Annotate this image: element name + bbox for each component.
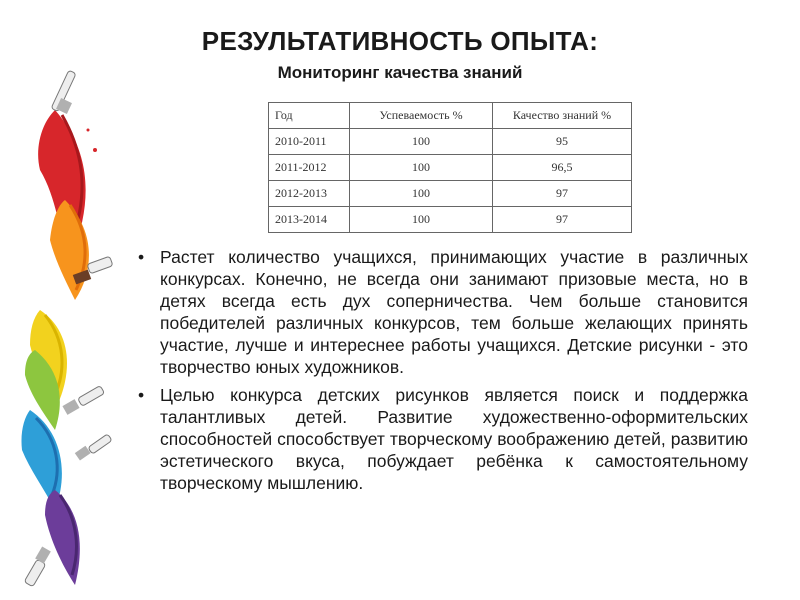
table-row bbox=[269, 207, 632, 233]
table-row bbox=[269, 129, 632, 155]
table-cell-quality: 95 bbox=[493, 129, 632, 155]
page-title: РЕЗУЛЬТАТИВНОСТЬ ОПЫТА: bbox=[201, 26, 599, 56]
list-item bbox=[138, 384, 748, 494]
paintbrush-4-icon bbox=[75, 434, 112, 461]
list-item bbox=[138, 246, 748, 378]
paragraph-text: Растет количество учащихся, принимающих участие в различных конкурсах. Конечно, не всегда они занимают призовые места, но в детях всегда есть дух соперничества. Чем больше становится победителей различных конкурсов, тем больше желающих принять участие, лучше и интереснее работы учащихся. Детские рисунки - это творчество юных художников. bbox=[160, 247, 748, 377]
bullet-list bbox=[138, 246, 748, 500]
table-cell-year: 2013-2014 bbox=[269, 207, 350, 233]
bullet-icon: • bbox=[138, 385, 145, 405]
results-table bbox=[268, 102, 632, 233]
table-header-row bbox=[269, 103, 632, 129]
table-row bbox=[269, 181, 632, 207]
table-cell-quality: 97 bbox=[493, 181, 632, 207]
table-cell-year: 2012-2013 bbox=[269, 181, 350, 207]
table-cell-success: 100 bbox=[350, 207, 493, 233]
column-header-quality: Качество знаний % bbox=[493, 103, 632, 129]
table-cell-success: 100 bbox=[350, 129, 493, 155]
paintbrush-1-icon bbox=[51, 70, 76, 114]
table-cell-year: 2011-2012 bbox=[269, 155, 350, 181]
table-cell-year: 2010-2011 bbox=[269, 129, 350, 155]
paintbrush-3-icon bbox=[62, 386, 104, 415]
paintbrush-5-icon bbox=[24, 546, 51, 586]
bullet-icon: • bbox=[138, 247, 145, 267]
table-cell-success: 100 bbox=[350, 181, 493, 207]
column-header-year: Год bbox=[269, 103, 350, 129]
page-subtitle: Мониторинг качества знаний bbox=[277, 63, 523, 82]
table-cell-success: 100 bbox=[350, 155, 493, 181]
column-header-success: Успеваемость % bbox=[350, 103, 493, 129]
paragraph-text: Целью конкурса детских рисунков является поиск и поддержка талантливых детей. Развитие художественно-оформительских способностей способствует творческому воображению детей, развитию эстетического вкуса, побуждает ребёнка к самостоятельному творческому мышлению. bbox=[160, 385, 748, 493]
table-cell-quality: 96,5 bbox=[493, 155, 632, 181]
table-cell-quality: 97 bbox=[493, 207, 632, 233]
paintbrush-strokes-icon bbox=[0, 0, 130, 600]
table-row bbox=[269, 155, 632, 181]
